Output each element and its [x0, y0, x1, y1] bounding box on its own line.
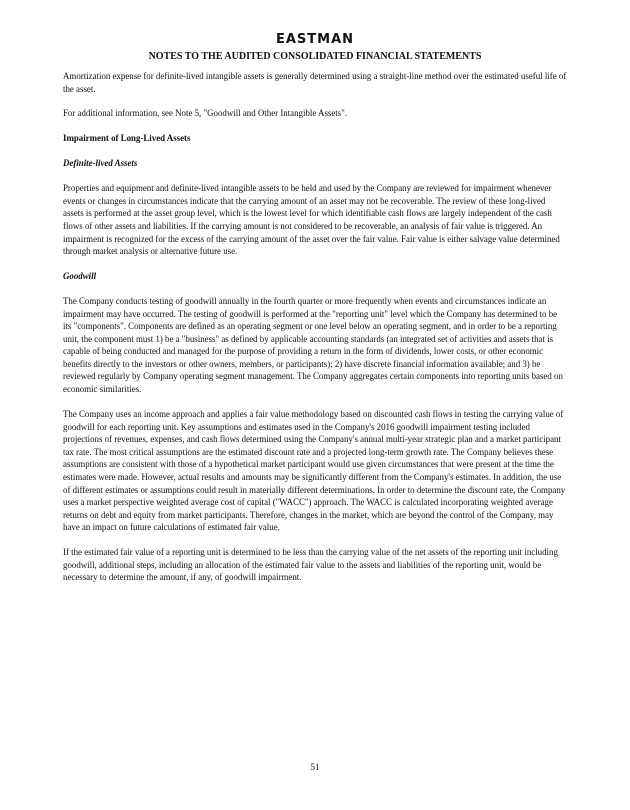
paragraph-fair-value: If the estimated fair value of a reporting unit is determined to be less than the carrying value of the net assets of the reporting unit including goodwill, additional steps, including an allocation of the estimated fair value to the assets and liabilities of the reporting unit, would be necessary to determine the amount, if any, of goodwill impairment. [63, 547, 558, 583]
paragraph-goodwill-testing: The Company conducts testing of goodwill annually in the fourth quarter or more frequently when events and circumstances indicate an impairment may have occurred. The testing of goodwill is performed at the "reporting unit" level which the Company has determined to be its "components". Components are defined as an operating segment or one level below an operating segment, and in order to be a reporting unit, the component must 1) be a "business" as defined by applicable accounting standards (an integrated set of activities and assets that is capable of being conducted and managed for the purpose of providing a return in the form of dividends, lower costs, or other economic benefits directly to the investors or other owners, members, or participants); 2) have discrete financial information available; and 3) be reviewed regularly by Company operating segment management. The Company aggregates certain components into reporting units based on economic similarities. [63, 295, 563, 395]
paragraph-definite-lived: Properties and equipment and definite-lived intangible assets to be held and used by the Company are reviewed for impairment whenever events or changes in circumstances indicate that the carrying amount of an asset may not be recoverable. The review of these long-lived assets is performed at the asset group level, which is the lowest level for which identifiable cash flows are largely independent of the cash flows of other assets and liabilities. If the carrying amount is not considered to be recoverable, an analysis of fair value is triggered. An impairment is recognized for the excess of the carrying amount of the asset over the fair value. Fair value is either salvage value determined through market analysis or alternative future use. [63, 183, 560, 257]
subheading-definite-lived: Definite-lived Assets [63, 158, 138, 169]
document-body [63, 70, 567, 596]
page-header-title: NOTES TO THE AUDITED CONSOLIDATED FINANCIAL STATEMENTS [148, 51, 482, 62]
company-logo: EASTMAN [275, 32, 355, 47]
paragraph-amortization: Amortization expense for definite-lived intangible assets is generally determined using a straight-line method over the estimated useful life of the asset. [63, 71, 567, 94]
subheading-goodwill: Goodwill [63, 271, 97, 282]
paragraph-additional-info: For additional information, see Note 5, "Goodwill and Other Intangible Assets". [63, 108, 348, 119]
paragraph-income-approach: The Company uses an income approach and applies a fair value methodology based on discounted cash flows in testing the carrying value of goodwill for each reporting unit. Key assumptions and estimates used in the Company's 2016 goodwill impairment testing included projections of revenues, expenses, and cash flows determined using the Company's annual multi-year strategic plan and a market participant tax rate. The most critical assumptions are the estimated discount rate and a projected long-term growth rate. The Company believes these assumptions are consistent with those of a hypothetical market participant would use given circumstances that were present at the time the estimates were made. However, actual results and amounts may be significantly different from the Company's estimates. In addition, the use of different estimates or assumptions could result in materially different determinations. In order to determine the discount rate, the Company uses a market perspective weighted average cost of capital ("WACC") approach. The WACC is calculated incorporating weighted average returns on debt and equity from market participants. Therefore, changes in the market, which are beyond the control of the Company, may have an impact on future calculations of estimated fair value. [63, 408, 566, 533]
heading-impairment: Impairment of Long-Lived Assets [63, 133, 191, 144]
page-number: 51 [310, 762, 320, 772]
